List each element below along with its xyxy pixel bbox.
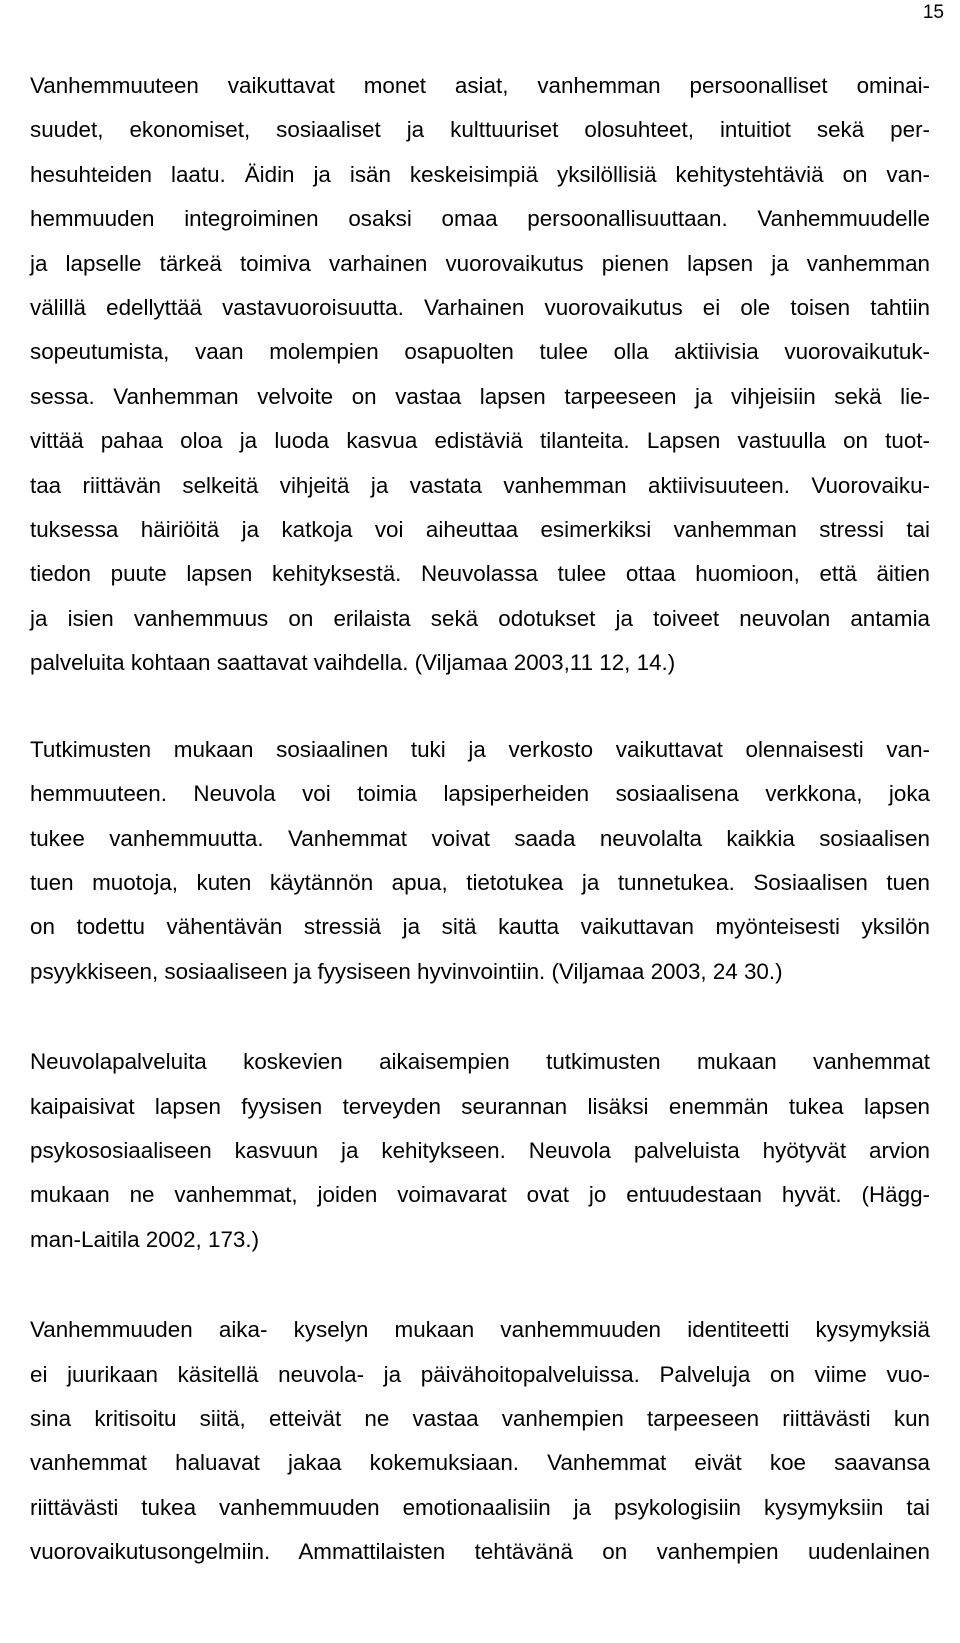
text-line: Vanhemmuuden aika- kyselyn mukaan vanhemmuuden identiteetti kysymyksiä: [30, 1317, 930, 1343]
text-line: sopeutumista, vaan molempien osapuolten tulee olla aktiivisia vuorovaikutuk-: [30, 339, 930, 365]
text-line: vuorovaikutusongelmiin. Ammattilaisten tehtävänä on vanhempien uudenlainen: [30, 1539, 930, 1565]
text-line: psyykkiseen, sosiaaliseen ja fyysiseen hyvinvointiin. (Viljamaa 2003, 24 30.): [30, 958, 783, 984]
page-number: 15: [922, 2, 944, 23]
paragraph-parenthood-survey: [30, 1308, 930, 1574]
text-line: kaipaisivat lapsen fyysisen terveyden seurannan lisäksi enemmän tukea lapsen: [30, 1093, 930, 1119]
text-line: psykososiaaliseen kasvuun ja kehitykseen. Neuvola palveluista hyötyvät arvion: [30, 1137, 930, 1163]
text-line: mukaan ne vanhemmat, joiden voimavarat ovat jo entuudestaan hyvät. (Hägg-: [30, 1182, 930, 1208]
paragraph-parenthood-factors: [30, 64, 930, 686]
text-line: tuen muotoja, kuten käytännön apua, tietotukea ja tunnetukea. Sosiaalisen tuen: [30, 869, 930, 895]
text-line: on todettu vähentävän stressiä ja sitä kautta vaikuttavan myönteisesti yksilön: [30, 914, 930, 940]
text-line: tukee vanhemmuutta. Vanhemmat voivat saada neuvolalta kaikkia sosiaalisen: [30, 825, 930, 851]
text-line: suudet, ekonomiset, sosiaaliset ja kulttuuriset olosuhteet, intuitiot sekä per-: [30, 117, 930, 143]
text-line: man-Laitila 2002, 173.): [30, 1226, 260, 1252]
text-line: Vanhemmuuteen vaikuttavat monet asiat, vanhemman persoonalliset ominai-: [30, 73, 930, 98]
text-line: hemmuuteen. Neuvola voi toimia lapsiperheiden sosiaalisena verkkona, joka: [30, 781, 930, 807]
text-line: sessa. Vanhemman velvoite on vastaa lapsen tarpeeseen ja vihjeisiin sekä lie-: [30, 383, 930, 409]
text-line: taa riittävän selkeitä vihjeitä ja vastata vanhemman aktiivisuuteen. Vuorovaiku-: [30, 472, 930, 498]
text-line: vanhemmat haluavat jakaa kokemuksiaan. Vanhemmat eivät koe saavansa: [30, 1450, 930, 1476]
text-line: ei juurikaan käsitellä neuvola- ja päivähoitopalveluissa. Palveluja on viime vuo-: [30, 1361, 930, 1387]
text-line: ja lapselle tärkeä toimiva varhainen vuorovaikutus pienen lapsen ja vanhemman: [30, 250, 930, 276]
text-line: Tutkimusten mukaan sosiaalinen tuki ja verkosto vaikuttavat olennaisesti van-: [30, 736, 930, 762]
text-line: riittävästi tukea vanhemmuuden emotionaalisiin ja psykologisiin kysymyksiin tai: [30, 1494, 930, 1520]
text-line: palveluita kohtaan saattavat vaihdella. (Viljamaa 2003,11 12, 14.): [30, 650, 676, 676]
text-line: hesuhteiden laatu. Äidin ja isän keskeisimpiä yksilöllisiä kehitystehtäviä on van-: [30, 161, 930, 187]
text-line: Neuvolapalveluita koskevien aikaisempien tutkimusten mukaan vanhemmat: [30, 1049, 930, 1075]
text-line: tuksessa häiriöitä ja katkoja voi aiheuttaa esimerkiksi vanhemman stressi tai: [30, 517, 930, 543]
text-line: vittää pahaa oloa ja luoda kasvua edistäviä tilanteita. Lapsen vastuulla on tuot-: [30, 428, 930, 454]
text-line: sina kritisoitu siitä, etteivät ne vastaa vanhempien tarpeeseen riittävästi kun: [30, 1405, 930, 1431]
text-line: välillä edellyttää vastavuoroisuutta. Varhainen vuorovaikutus ei ole toisen tahtiin: [30, 295, 930, 321]
text-line: tiedon puute lapsen kehityksestä. Neuvolassa tulee ottaa huomioon, että äitien: [30, 561, 930, 587]
text-line: hemmuuden integroiminen osaksi omaa persoonallisuuttaan. Vanhemmuudelle: [30, 206, 930, 232]
paragraph-social-support: [30, 728, 930, 994]
text-line: ja isien vanhemmuus on erilaista sekä odotukset ja toiveet neuvolan antamia: [30, 605, 930, 631]
document-body: [30, 64, 930, 1575]
paragraph-clinic-services: [30, 1040, 930, 1262]
